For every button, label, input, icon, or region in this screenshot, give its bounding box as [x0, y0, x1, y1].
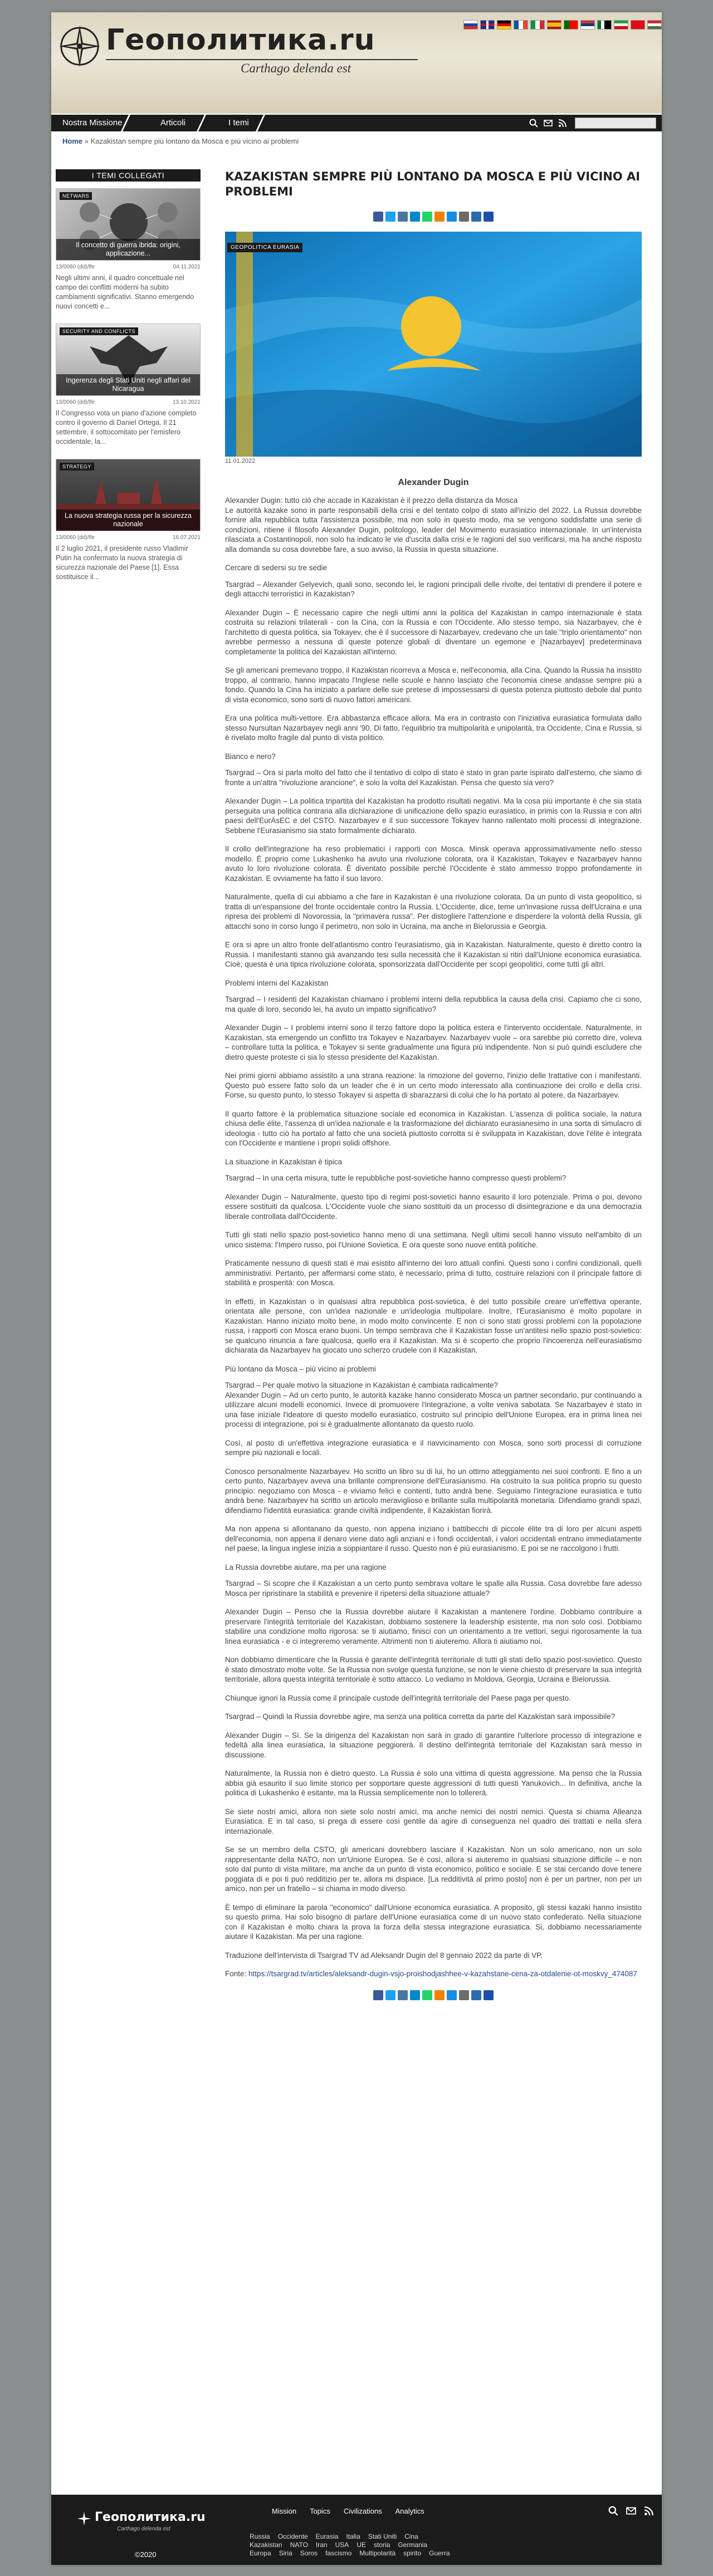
article-paragraph: Il crollo dell'integrazione ha reso problematici i rapporti con Mosca. Minsk operava approssimativamente nello stesso modello. È proprio come Lukashenko ha avuto una rivoluzione colorata, ora il Kazakistan, Tokayev e Nazarbayev hanno avuto lo loro rivoluzione colorata. È diventato possibile perché l'Occidente è stato ammesso troppo profondamente in Kazakistan. E ovviamente ha fatto il suo lavoro.: [225, 845, 642, 883]
vk-icon[interactable]: [398, 212, 408, 222]
card-tag: NETWARS: [60, 192, 92, 200]
odnoklassniki-icon[interactable]: [434, 212, 445, 222]
search-icon[interactable]: [529, 119, 538, 128]
footer-tag[interactable]: Guerra: [429, 2549, 450, 2557]
article-hero-image: [225, 232, 642, 457]
article-paragraph: Era una politica multi-vettore. Era abbastanza efficace allora. Ma era in contrasto con l'iniziativa eurasiatica formulata dallo stesso Nursultan Nazarbayev negli anni '90. Di fatto, l'equilibrio tra multipolarità e unipolarità, tra Occidente, Cina e Russia, si è rivelato molto fragile dal punto di vista politico.: [225, 714, 642, 742]
telegram-icon[interactable]: [410, 212, 420, 222]
footer-tag[interactable]: Germania: [398, 2541, 428, 2549]
article-paragraph: Alexander Dugin: tutto ciò che accade in Kazakistan è il prezzo della distanza da Mosca Le autorità kazake sono in parte responsabili della crisi e del tentato colpo di stato all'inizio del 2022. La Russia dovrebbe fornire alla repubblica tutta l'assistenza possibile, ma non solo in questo modo, ma se vengono soddisfatte una serie di condizioni, ritiene il filosofo Alexander Dugin, politologo, leader del Movimento eurasiatico internazionale. In un'intervista rilasciata a Costantinopoli, non solo ha indicato le vie d'uscita dalla crisi e le ragioni del suo verificarsi, ma ha anche risposto alla domanda su cosa dovrebbe fare, a suo avviso, la Russia in questa situazione.: [225, 496, 642, 554]
footer-tag[interactable]: Italia: [346, 2533, 360, 2540]
card-tag: SECURITY AND CONFLICTS: [60, 327, 138, 335]
rss-icon[interactable]: [644, 2506, 654, 2516]
email-share-icon[interactable]: [459, 212, 469, 222]
sidebar-heading: I TEMI COLLEGATI: [56, 169, 201, 182]
telegram-icon[interactable]: [410, 1990, 420, 2000]
article-paragraph: Tsargrad – Si scopre che il Kazakistan a un certo punto sembrava voltare le spalle alla Russia. Cosa dovrebbe fare adesso Mosca per ripristinare la stabilità e prevenire il ripetersi della situazione attuale?: [225, 1579, 642, 1598]
main-nav: [51, 115, 662, 131]
nav-item-articles[interactable]: Articoli: [160, 118, 186, 128]
footer-tag[interactable]: Siria: [279, 2549, 292, 2557]
site-footer: [51, 2495, 662, 2565]
card-meta: [56, 264, 201, 270]
facebook-icon[interactable]: [373, 1990, 383, 2000]
card-excerpt: Negli ultimi anni, il quadro concettuale nel campo dei conflitti moderni ha subito cambiamenti significativi. Stanno emergendo nuovi concetti e...: [56, 274, 194, 310]
article-subheading: Più lontano da Mosca – più vicino ai problemi: [225, 1364, 376, 1373]
footer-copyright: ©2020: [135, 2550, 157, 2559]
flag-es-icon[interactable]: [547, 20, 561, 30]
nav-separator: [256, 115, 265, 131]
share-bar-bottom: [225, 1990, 642, 2000]
article-paragraph: Naturalmente, quella di cui abbiamo a che fare in Kazakistan è una rivoluzione colorata. Da un punto di vista geopolitico, si tratta di un'espansione del fronte occidentale contro la Russia. L'Occidente, dice, teme un'invasione russa dell'Ucraina e una ripresa dei problemi di Novorossia, la "primavera russa". Per distogliere l'attenzione e disperdere la volontà della Russia, gli attacchi sono in corso lungo il perimetro, non solo in Ucraina, ma anche in Bielorussia e Georgia.: [225, 893, 642, 931]
card-date-right: 13.10.2021: [172, 399, 201, 405]
article-paragraph: Nei primi giorni abbiamo assistito a una strana reazione: la rimozione del governo, l'inizio delle trattative con i manifestanti. Questo può essere fatto solo da un leader che è in un certo modo interessato alla continuazione dei crollo e della crisi. Forse, su questo punto, lo stesso Tokayev si aspetta di sbarazzarsi di colui che lo ha portato al potere, da Nazarbayev.: [225, 1071, 642, 1099]
footer-tag[interactable]: spirito: [403, 2549, 422, 2557]
article-subheading: Cercare di sedersi su tre sedie: [225, 564, 328, 572]
article-paragraph: E ora si apre un altro fronte dell'atlantismo contro l'eurasiatismo, già in Kazakistan. Naturalmente, questo è diretto contro la Russia. I manifestanti stanno già avanzando tesi sulla necessità che il Kazakistan si ritiri dall'Unione economica eurasiatica. Cioè, questa è una tipica rivoluzione colorata, sponsorizzata dall'Occidente per scopi geopolitici, come tutti gli altri.: [225, 941, 642, 968]
print-icon[interactable]: [471, 212, 481, 222]
article-source: [225, 1969, 642, 1979]
source-label: Fonte:: [225, 1970, 247, 1978]
print-icon[interactable]: [471, 1990, 481, 2000]
footer-menu-analytics[interactable]: Analytics: [395, 2507, 424, 2515]
related-card[interactable]: [56, 459, 201, 531]
mail-icon[interactable]: [544, 119, 553, 128]
flag-pt-icon[interactable]: [564, 20, 578, 30]
email-share-icon[interactable]: [459, 1990, 469, 2000]
article-paragraph: Alexander Dugin – Sì. Se la dirigenza del Kazakistan non sarà in grado di garantire l'ulteriore processo di integrazione e fedeltà alla linea eurasiatica, la situazione peggiorerà. Il destino dell'integrità territoriale del Kazakistan sarà messo in discussione.: [225, 1731, 642, 1759]
article-author[interactable]: Alexander Dugin: [398, 478, 469, 487]
related-card[interactable]: [56, 324, 201, 396]
flag-uk-icon[interactable]: [480, 20, 495, 30]
article-paragraph: Tsargrad – Quindi la Russia dovrebbe agire, ma senza una politica corretta da parte del Kazakistan sarà impossibile?: [225, 1712, 616, 1721]
flag-rs-icon[interactable]: [580, 20, 595, 30]
nav-item-topics[interactable]: I temi: [228, 118, 249, 128]
footer-menu-topics[interactable]: Topics: [310, 2507, 330, 2515]
share-bar-top: [225, 212, 642, 222]
flag-de-icon[interactable]: [497, 20, 511, 30]
article-title: KAZAKISTAN SEMPRE PIÙ LONTANO DA MOSCA E PIÙ VICINO AI PROBLEMI: [225, 170, 641, 198]
footer-tag[interactable]: UE: [356, 2541, 366, 2549]
footer-menu-civilizations[interactable]: Civilizations: [343, 2507, 382, 2515]
footer-menu-mission[interactable]: Mission: [272, 2507, 297, 2515]
whatsapp-icon[interactable]: [422, 1990, 432, 2000]
article-paragraph: Così, al posto di un'effettiva integrazione eurasiatica e il riavvicinamento con Mosca, sono sorti processi di corruzione sempre più nazionali e locali.: [225, 1438, 642, 1457]
article-paragraph: In effetti, in Kazakistan o in qualsiasi altra repubblica post-sovietica, è del tutto possibile creare un'effettiva operante, orientata alle persone, con un'idea nazionale e un'ideologia multipolare. Inoltre, l'Eurasianismo è molto popolare in Kazakistan. Hanno iniziato molto bene, in modo molto convincente. E non ci sono stati grossi problemi con la popolazione russa, i rapporti con Mosca erano buoni. Un tempo sembrava che il Kazakistan fosse un'antitesi nello spazio post-sovietico: se qualcuno rinuncia a fare qualcosa, quello era il Kazakistan. Ma si è scoperto che proprio l'incoerenza nell'eurasiatismo dichiarata da Nazarbayev ha giocato uno scherzo crudele con il Kazakistan.: [225, 1297, 642, 1354]
article-subheading: Bianco e nero?: [225, 752, 276, 761]
footer-tag[interactable]: Soros: [300, 2549, 318, 2557]
footer-tag[interactable]: fascismo: [325, 2549, 352, 2557]
article-paragraph: Alexander Dugin – La politica tripartita del Kazakistan ha prodotto risultati negativi. Ma la cosa più importante è che sia stata perseguita una politica contraria alla dichiarazione di unificazione dello spazio eurasiatico, in primis con la Russia e con altri paesi dell'EurAsEC e del CSTO. Nazarbayev e il suo successore Tokayev hanno rallentato molti processi di integrazione. Sebbene l'Eurasianismo sia stato formalmente dichiarato.: [225, 797, 642, 835]
article-subheading: La Russia dovrebbe aiutare, ma per una ragione: [225, 1563, 387, 1571]
footer-tag[interactable]: Europa: [250, 2549, 271, 2557]
article-paragraph: Naturalmente, la Russia non è dietro questo. La Russia è solo una vittima di questa aggressione. Ma penso che la Russia abbia già esaurito il suo limite storico per sopportare queste aggressioni di tutti questi Yanukovich... In definitiva, anche la politica di Lukashenko è esitante, ma la Russia semplicemente non lo tollererà.: [225, 1769, 642, 1797]
header-divider: [106, 59, 418, 60]
search-icon[interactable]: [608, 2506, 618, 2516]
twitter-icon[interactable]: [385, 212, 395, 222]
breadcrumb-home[interactable]: Home: [62, 137, 83, 145]
mail-icon[interactable]: [626, 2506, 636, 2516]
flag-ru-icon[interactable]: [463, 20, 478, 30]
source-link[interactable]: https://tsargrad.tv/articles/aleksandr-dugin-vsjo-proishodjashhee-v-kazahstane-cena-za-otdalenie-ot-moskvy_474087: [248, 1970, 637, 1978]
article-paragraph: Ma non appena si allontanano da questo, non appena iniziano i battibecchi di piccole élite tra di loro per alcuni aspetti dell'economia, non appena il denaro viene dato agli anziani e i fondi occidentali, i valori occidentali entrano immediatamente nel paese, la lingua inglese inizia a soppiantare il russo. Questo non è più eurasianismo. E poi se ne raccolgono i frutti.: [225, 1525, 642, 1553]
article-subheading: Problemi interni del Kazakistan: [225, 978, 329, 987]
article: [225, 169, 642, 2000]
article-paragraph: Tsargrad – In una certa misura, tutte le repubbliche post-sovietiche hanno compresso questi problemi?: [225, 1174, 567, 1182]
article-paragraph: Non dobbiamo dimenticare che la Russia è garante dell'integrità territoriale di tutti gli stati dello spazio post-sovietico. Questo è stato dimostrato molte volte. Se la Russia non svolge questa funzione, se non le viene chiesto di preservare la sua integrità territoriale, allora questa integrità territoriale è sotto attacco. Lo vediamo in Moldova, Georgia, Ucraina e Bielorussia.: [225, 1656, 642, 1683]
odnoklassniki-icon[interactable]: [434, 1990, 445, 2000]
article-paragraph: Chiunque ignori la Russia come il principale custode dell'integrità territoriale del Paese paga per questo.: [225, 1693, 571, 1702]
footer-tag[interactable]: USA: [335, 2541, 349, 2549]
breadcrumb: [62, 137, 299, 145]
footer-icons: [608, 2506, 654, 2516]
card-tag: STRATEGY: [60, 463, 94, 471]
facebook-icon[interactable]: [373, 212, 383, 222]
plus-share-icon[interactable]: [484, 1990, 494, 2000]
vk-icon[interactable]: [398, 1990, 408, 2000]
flag-tr-icon[interactable]: [631, 20, 645, 30]
article-body: [225, 496, 642, 1960]
compass-logo-icon[interactable]: [58, 25, 101, 68]
mailru-icon[interactable]: [447, 212, 457, 222]
site-title[interactable]: Геополитика.ru: [106, 23, 375, 57]
flag-ar-icon[interactable]: [597, 20, 612, 30]
article-paragraph: Alexander Dugin – Penso che la Russia dovrebbe aiutare il Kazakistan a mantenere l'ordine. Dobbiamo contribuire a preservare l'integrità territoriale del Kazakistan, dobbiamo sostenere la leadership esistente, ma non solo così. Dobbiamo stabilire una condizione molto rigorosa: se ti aiutiamo, finisci con un orientamento a tre vettori, segui rigorosamente la tua linea eurasiatica - e ci integreremo veramente. Altrimenti non ti aiuteremo. Allora ti aiutiamo noi.: [225, 1608, 642, 1645]
language-flags: [463, 20, 662, 30]
article-paragraph: È tempo di eliminare la parola "economico" dall'Unione economica eurasiatica. A proposito, gli stessi kazaki hanno insistito su questo prima. Hai solo bisogno di parlare dell'Unione eurasiatica come di un nuovo stato confederato. Nella situazione con il Kazakistan è molto chiara la prova la forza della stessa integrazione eurasiatica. Si, dobbiamo necessariamente aiutare il Kazakistan. Ma per una ragione.: [225, 1903, 642, 1941]
article-paragraph: Traduzione dell'intervista di Tsargrad TV ad Aleksandr Dugin del 8 gennaio 2022 da parte di VP.: [225, 1951, 543, 1960]
page: [51, 12, 662, 2565]
footer-menu: [272, 2507, 424, 2515]
card-excerpt: Il Congresso vota un piano d'azione completo contro il governo di Daniel Ortega. Il 21 settembre, il sottocomitato per l'emisfero occidentale, la...: [56, 409, 197, 445]
article-paragraph: Tsargrad – Alexander Gelyevich, quali sono, secondo lei, le ragioni principali delle rivolte, dei tentativi di prendere il potere e degli attacchi terroristici in Kazakistan?: [225, 580, 642, 598]
flag-ir-icon[interactable]: [614, 20, 628, 30]
nav-item-mission[interactable]: Nostra Missione: [62, 118, 123, 128]
article-subheading: La situazione in Kazakistan è tipica: [225, 1157, 343, 1166]
flag-hu-icon[interactable]: [647, 20, 662, 30]
footer-motto: Carthago delenda est: [117, 2526, 170, 2532]
nav-separator: [197, 115, 206, 131]
footer-tag[interactable]: storia: [373, 2541, 390, 2549]
footer-tag[interactable]: Occidente: [277, 2533, 308, 2540]
card-caption[interactable]: La nuova strategia russa per la sicurezza nazionale: [56, 510, 200, 531]
article-paragraph: Se se un membro della CSTO, gli americani dovrebbero lasciare il Kazakistan. Non un solo americano, non un solo rappresentante della NATO, non un'Unione Europea. Se è così, allora si aiuteremo in qualsiasi situazione difficile – e non solo dal punto di vista militare, ma anche da un punto di vista economico, politico e sociale. E se stai cercando dove tenere poggiata di e poi ti può redditizio per te, allora mi dispiace. [La redditività al primo posto] non è per un partner, non per un amico, non per un fratello – si chiama in modo diverso.: [225, 1845, 642, 1893]
article-paragraph: Alexander Dugin – È necessario capire che negli ultimi anni la politica del Kazakistan in campo internazionale è stata costruita su relazioni trilaterali - con la Cina, con la Russia e con l'Occidente. Allo stesso tempo, sia Nazarbayev, che è l'architetto di questa politica, sia Tokayev, che è il successore di Nazarbayev, credevano che un tale "triplo orientamento" non avrebbe permesso a nessuna di queste potenze globali di diventare un egemone e [Nazarbayev] predeterminava completamente la politica del Kazakistan all'interno.: [225, 608, 642, 656]
article-paragraph: Praticamente nessuno di questi stati è mai esistito all'interno dei loro attuali confini. Questi sono i confini condizionali, quelli amministrativi. Pertanto, per affermarsi come stato, è necessario, prima di tutto, costruire relazioni con il principale fattore di stabilità e prosperità: con Mosca.: [225, 1259, 642, 1287]
article-paragraph: Conosco personalmente Nazarbayev. Ho scritto un libro su di lui, ho un ottimo atteggiamento nei suoi confronti. E fino a un certo punto, Nazarbayev aveva una brillante comprensione dell'Eurasianismo. Ha costruito la sua politica proprio su questo principio: negoziamo con Mosca - e viviamo felici e contenti, tutto andrà bene. Seguiamo l'integrazione eurasiatica e tutto andrà bene. Nazarbayev ha scritto un articolo meraviglioso e brillante sulla multipolarità monetaria. Difendiamo grandi spazi, difendiamo l'identità eurasiatica: grande civiltà indipendente, il Kazakistan fiorirà.: [225, 1467, 642, 1515]
article-paragraph: Tsargrad – Per quale motivo la situazione in Kazakistan è cambiata radicalmente? Alexander Dugin – Ad un certo punto, le autorità kazake hanno considerato Mosca un partner secondario, pur continuando a utilizzare alcuni modelli economici. Invece di promuovere l'integrazione, a volte veniva sabotata. Se Nazarbayev è stato in una fase iniziale l'ideatore di questo modello eurasiatico, costruito sul principio dell'Unione Europea, era in prima linea nei processi di integrazione, poi si è gradualmente allontanato da questo ruolo.: [225, 1381, 642, 1428]
footer-tag[interactable]: Eurasia: [315, 2533, 339, 2540]
footer-tag[interactable]: Cina: [404, 2533, 418, 2540]
site-motto: Carthago delenda est: [241, 61, 351, 75]
card-date: 13/0060 (dd)/lfe: [56, 535, 95, 541]
flag-fr-icon[interactable]: [514, 20, 528, 30]
card-meta: [56, 535, 201, 541]
card-date-right: 16.07.2021: [172, 535, 201, 541]
article-paragraph: Tsargrad – I residenti del Kazakistan chiamano i problemi interni della repubblica la causa della crisi. Capiamo che ci sono, ma quale di loro, secondo lei, ha avuto un impatto significativo?: [225, 995, 642, 1013]
sidebar-related: [56, 169, 201, 582]
card-meta: [56, 399, 201, 405]
article-date: 11.01.2022: [225, 458, 256, 464]
article-paragraph: Se siete nostri amici, allora non siete solo nostri amici, ma anche nemici dei nostri nemici. Questa si chiama Alleanza Eurasiatica. E in tal caso, si prega di essere così gentile da agire di conseguenza nel quadro dei trattati e nella sfera internazionale.: [225, 1807, 642, 1835]
breadcrumb-current: Kazakistan sempre più lontano da Mosca e più vicino ai problemi: [90, 137, 299, 145]
nav-separator: [121, 115, 130, 131]
article-paragraph: Tutti gli stati nello spazio post-sovietico hanno meno di una settimana. Negli ultimi secoli hanno vissuto nell'ambito di un unico sistema: l'Impero russo, poi l'Unione Sovietica. E ora queste sono nuove entità politiche.: [225, 1231, 642, 1249]
kazakhstan-flag-image: [225, 232, 642, 457]
card-date: 13/0060 (dd)/lfe: [56, 264, 95, 270]
article-paragraph: Alexander Dugin – Naturalmente, questo tipo di regimi post-sovietici hanno esaurito il loro potenziale. Prima o poi, devono essere sostituiti da qualcosa. L'Occidente vuole che siano sostituiti da un processo di disintegrazione e da una democrazia liberale controllata dall'Occidente.: [225, 1192, 642, 1221]
footer-tag-cloud: [250, 2533, 461, 2558]
search-input[interactable]: [575, 117, 656, 129]
card-caption[interactable]: Il concetto di guerra ibrida: origini, applicazione...: [56, 239, 200, 260]
footer-tag[interactable]: Kazakistan: [250, 2541, 282, 2549]
article-paragraph: Il quarto fattore è la problematica situazione sociale ed economica in Kazakistan. L'assenza di politica sociale, la natura chiusa delle élite, l'assenza di un'idea nazionale e la trasformazione del dichiarato eurasianesimo in una sorta di simulacro di ideologia - tutto ciò ha portato al fatto che una società piuttosto corrotta si è sviluppata in Kazakistan, dove l'élite è integrata con l'Occidente e mantiene i propri solidi offshore.: [225, 1109, 642, 1147]
footer-tag[interactable]: NATO: [290, 2541, 308, 2549]
footer-tag[interactable]: Iran: [315, 2541, 328, 2549]
article-paragraph: Tsargrad – Ora si parla molto del fatto che il tentativo di colpo di stato è stato in gran parte ispirato dall'esterno, che siamo di fronte a un'altra "rivoluzione arancione", è solo la volta del Kazakistan. Pensa che questo sia vero?: [225, 768, 642, 787]
card-date-right: 04.11.2021: [173, 264, 201, 270]
footer-logo[interactable]: Геополитика.ru: [95, 2510, 206, 2524]
mailru-icon[interactable]: [447, 1990, 457, 2000]
twitter-icon[interactable]: [385, 1990, 395, 2000]
related-card[interactable]: [56, 188, 201, 261]
flag-it-icon[interactable]: [530, 20, 545, 30]
article-paragraph: Alexander Dugin – I problemi interni sono il terzo fattore dopo la politica estera e l'intervento occidentale. Naturalmente, in Kazakistan, sta emergendo un conflitto tra Tokayev e Nazarbayev. Nazarbayev vuole – ora sarebbe più corretto dire, voleva – controllare tutta la politica, e Tokayev si sente gradualmente una figura più indipendente. Non si può quindi escludere che dietro queste proteste ci sia lo stesso presidente del Kazakistan.: [225, 1023, 642, 1061]
footer-tag[interactable]: Stati Uniti: [368, 2533, 397, 2540]
site-header: [51, 12, 662, 115]
sun-icon: [401, 296, 461, 356]
article-paragraph: Se gli americani premevano troppo, il Kazakistan ricorreva a Mosca e, nell'economia, alla Cina. Quando la Russia ha insistito troppo, al contrario, hanno impacato l'Inglese nelle scuole e hanno lasciato che l'economia cinese andasse sempre più a fondo. Quando la Cina ha iniziato a parlare delle sue pretese di impossessarsi di questa potenza piuttosto debole dal punto di vista economico, sono sorti di nuovo fattori americani.: [225, 666, 642, 704]
plus-share-icon[interactable]: [484, 212, 494, 222]
footer-tag[interactable]: Russia: [250, 2533, 270, 2540]
card-caption[interactable]: Ingerenza degli Stati Uniti negli affari del Nicaragua: [56, 374, 200, 395]
breadcrumb-separator: »: [84, 137, 89, 145]
footer-compass-icon: [77, 2511, 91, 2526]
rss-icon[interactable]: [558, 119, 567, 128]
whatsapp-icon[interactable]: [422, 212, 432, 222]
card-date: 13/0060 (dd)/lfe: [56, 399, 95, 405]
footer-tag[interactable]: Multipolarità: [359, 2549, 396, 2557]
card-excerpt: Il 2 luglio 2021, il presidente russo Vladimir Putin ha confermato la nuova strategia di sicurezza nazionale del Paese [1]. Essa sostituisce il...: [56, 545, 188, 581]
hero-category-tag: GEOPOLITICA EURASIA: [227, 243, 302, 252]
